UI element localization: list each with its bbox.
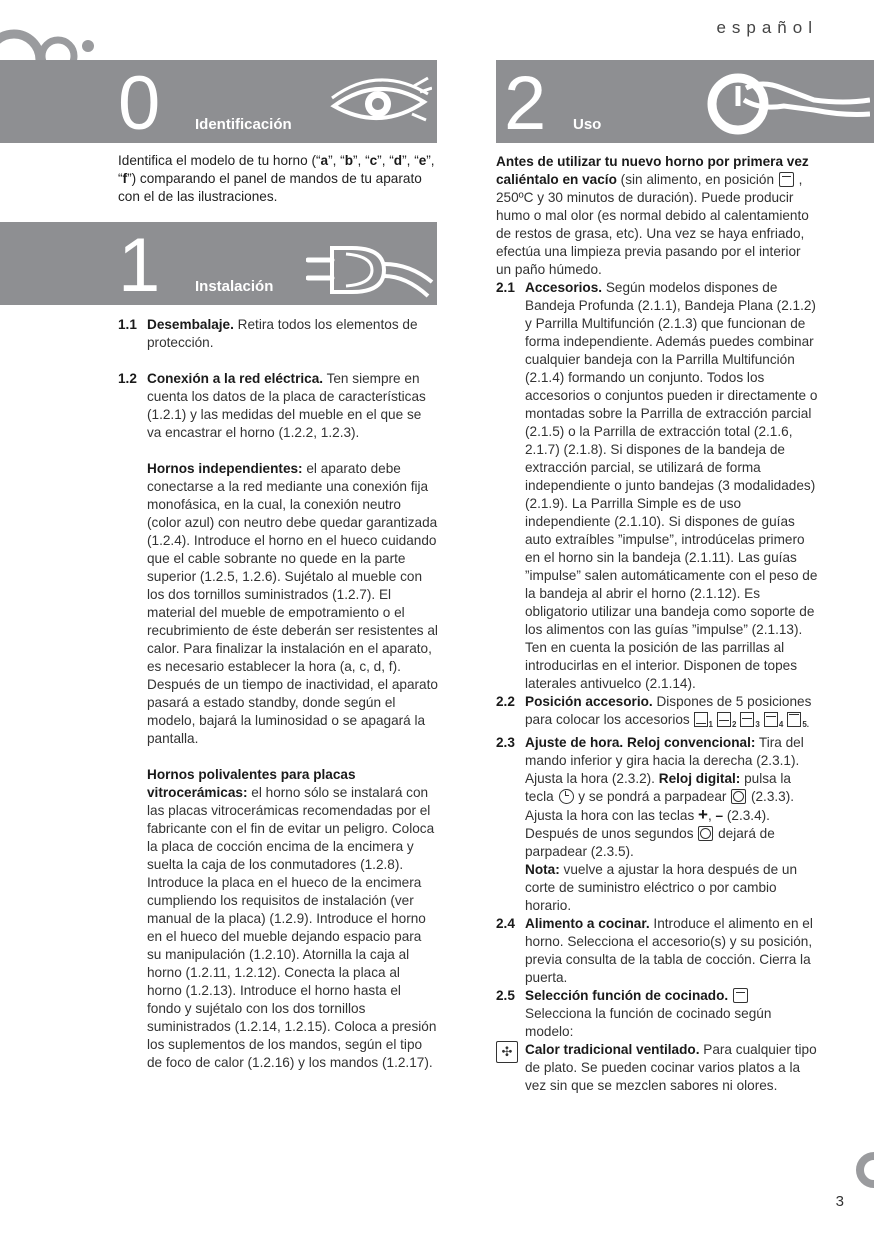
touch-knob-icon bbox=[704, 70, 870, 136]
fan-icon: ✣ bbox=[496, 1041, 518, 1063]
section-number: 0 bbox=[118, 61, 161, 146]
clock-display-icon bbox=[698, 826, 713, 841]
list-item-2-3: 2.3 Ajuste de hora. Reloj convencional: Tira del mando inferior y gira hacia la derecha (2.3.1). Ajusta la hora (2.3.2). Reloj digital: pulsa la tecla y se pondrá a parpadear (2.3.3). Ajusta la hora con las teclas +, – (2.3.4). Después de unos segundos dejará de parpadear (2.3.5). Nota: vuelve a ajustar la hora después de un corte de suministro eléctrico o por cambio horario. bbox=[496, 735, 804, 913]
position-3-icon bbox=[740, 712, 754, 727]
decorative-circles bbox=[0, 0, 110, 60]
list-item-1-2: 1.2 Conexión a la red eléctrica. Ten siempre en cuenta los datos de la placa de características (1.2.1) y las medidas del mueble en el que se va encastrar el horno (1.2.2, 1.2.3). bbox=[118, 371, 426, 440]
section-number: 2 bbox=[504, 61, 547, 146]
position-1-icon bbox=[694, 712, 708, 727]
eye-icon bbox=[328, 72, 432, 134]
section-number: 1 bbox=[118, 223, 161, 308]
section-header-identificacion bbox=[0, 60, 437, 146]
language-label: español bbox=[716, 18, 818, 37]
section-header-instalacion bbox=[0, 222, 437, 308]
page-number: 3 bbox=[835, 1193, 844, 1210]
section-title: Identificación bbox=[195, 116, 292, 133]
list-item-1-1: 1.1 Desembalaje. Retira todos los elementos de protección. bbox=[118, 317, 418, 350]
use-text: Antes de utilizar tu nuevo horno por primera vez caliéntalo en vacío (sin alimento, en posición , 250ºC y 30 minutos de duración). Puede producir humo o mal olor (es normal debido al calentamiento de restos de grasa, etc). Una vez se haya enfriado, efectúa una limpieza previa pasando por el interior un paño húmedo. 2.1 Accesorios. Según modelos dispones de Bandeja Profunda (2.1.1), Bandeja Plana (2.1.2) y Parrilla Multifunción (2.1.3) que funcionan de forma independiente. Además puedes combinar cualquier bandeja con la Parrilla Multifunción (2.1.4) formando un conjunto. Todos los accesorios o conjuntos pueden ir directamente o montadas sobre la Parrilla de extracción parcial (2.1.5) o la Parrilla de extracción total (2.1.6, 2.1.7) (2.1.8). Si dispones de la bandeja de extracción parcial, se utilizará de forma independiente o junto bandejas (3 modalidades) (2.1.9). La Parrilla Simple es de uso independiente (2.1.10). Si dispones de guías auto extraíbles ”impulse”, introdúcelas primero en el horno sin la bandeja (2.1.11). Las guías ”impulse” salen automáticamente con el peso de la bandeja al abrir el horno (2.1.12). Es obligatorio utilizar una bandeja como soporte de los alimentos con las guías ”impulse” (2.1.13). Ten en cuenta la posición de las parrillas al introducirlas en el interior. Disponen de topes laterales antivuelco (2.1.14). 2.2 Posición accesorio. Dispones de 5 posiciones para colocar los accesorios $_1$ $_2$ $_3$ $_4$ $_{5.}$ 2.3 Ajuste de hora. Reloj convencional: Tira del mando inferior y gira hacia la derecha (2.3.1). Ajusta la hora (2.3.2). Reloj digital: pulsa la tecla y se pondrá a parpadear (2.3.3). Ajusta la hora con las teclas +, – (2.3.4). Después de unos segundos dejará de parpadear (2.3.5). Nota: vuelve a ajustar la hora después de un corte de suministro eléctrico o por cambio horario. 2.4 Alimento a cocinar. Introduce el alimento en el horno. Selecciona el accesorio(s) y su posición, previa consulta de la tabla de cocción. Cierra la puerta. 2.5 Selección función de cocinado. Selecciona la función de cocinado según modelo: ✣ Calor tradicional ventilado. Para cualquier tipo de plato. Se pueden cocinar varios platos a la vez sin que se mezclen sabores ni olores. bbox=[496, 154, 818, 1093]
position-5-icon bbox=[787, 712, 801, 727]
clock-display-icon bbox=[731, 789, 746, 804]
paragraph-hornos-independientes: Hornos independientes: el aparato debe conectarse a la red mediante una conexión fija monofásica, en la cual, la conexión neutro (color azul) con neutro debe quedar garantizada (1.2.4). Introduce el horno en el hueco cuidando que el cable sobrante no quede en la parte superior (1.2.5, 1.2.6). Sujétalo al mueble con los dos tornillos suministrados (1.2.7). El material del mueble de empotramiento o el recubrimiento de éste deberán ser resistentes al calor. Para finalizar la instalación en el aparato, es necesario establecer la hora (a, c, d, f). Después de un tiempo de inactividad, el aparato pasará a estado standby, donde según el modelo, bajará la luminosidad o se apagará la pantalla. bbox=[147, 461, 438, 746]
section-header-uso bbox=[496, 60, 874, 146]
section-title: Instalación bbox=[195, 278, 274, 295]
clock-key-icon bbox=[559, 789, 574, 804]
installation-text bbox=[118, 316, 438, 1072]
list-item-2-1: 2.1 Accesorios. Según modelos dispones de Bandeja Profunda (2.1.1), Bandeja Plana (2.1.2) y Parrilla Multifunción (2.1.3) que funcionan de forma independiente. Además puedes combinar cualquier bandeja con la Parrilla Multifunción (2.1.4) formando un conjunto. Todos los accesorios o conjuntos pueden ir directamente o montadas sobre la Parrilla de extracción parcial (2.1.5) o la Parrilla de extracción total (2.1.6, 2.1.7) (2.1.8). Si dispones de la bandeja de extracción parcial, se utilizará de forma independiente o junto bandejas (3 modalidades) (2.1.9). La Parrilla Simple es de uso independiente (2.1.10). Si dispones de guías auto extraíbles ”impulse”, introdúcelas primero en el horno sin la bandeja (2.1.11). Las guías ”impulse” salen automáticamente con el peso de la bandeja al abrir el horno (2.1.12). Es obligatorio utilizar una bandeja como soporte de los alimentos con las guías ”impulse” (2.1.13). Ten en cuenta la posición de las parrillas al introducirlas en el interior. Disponen de topes laterales antivuelco (2.1.14). bbox=[496, 280, 818, 691]
plug-icon bbox=[306, 234, 434, 300]
plus-key-icon: + bbox=[698, 805, 708, 824]
section-title: Uso bbox=[573, 116, 602, 133]
function-selector-icon bbox=[733, 988, 748, 1003]
paragraph-hornos-polivalentes: Hornos polivalentes para placas vitrocerámicas: el horno sólo se instalará con las placas vitrocerámicas recomendadas por el fabricante con el fin de evitar un peligro. Coloca la placa de cocción encima de la encimera y suelta la caja de los conmutadores (1.2.8). Introduce la placa en el hueco de la encimera cumpliendo los requisitos de instalación (ver manual de la placa) (1.2.9). Introduce el horno en el hueco del mueble dejando espacio para su manipulación (1.2.10). Atornilla la caja al horno (1.2.11, 1.2.12). Conecta la placa al horno (1.2.13). Introduce el horno hasta el fondo y sujétalo con los dos tornillos suministrados (1.2.14, 1.2.15). Coloca a presión los suplementos de los mandos, según el tipo de foco de calor (1.2.16) y los mandos (1.2.17). bbox=[147, 767, 437, 1070]
position-4-icon bbox=[764, 712, 778, 727]
list-item-fan-heat: ✣ Calor tradicional ventilado. Para cualquier tipo de plato. Se pueden cocinar varios platos a la vez sin que se mezclen sabores ni olores. bbox=[496, 1041, 818, 1095]
list-item-2-5: 2.5 Selección función de cocinado. Selecciona la función de cocinado según modelo: bbox=[496, 988, 772, 1039]
identification-text: Identifica el modelo de tu horno (“a”, “b”, “c”, “d”, “e”, “f”) comparando el panel de mandos de tu aparato con el de las ilustraciones. bbox=[118, 153, 435, 204]
list-item-2-2: 2.2 Posición accesorio. Dispones de 5 posiciones para colocar los accesorios $_1$ $_2$ $_3$ $_4$ $_{5.}$ bbox=[496, 694, 812, 729]
oven-mode-icon bbox=[779, 172, 794, 187]
minus-key-icon: – bbox=[715, 808, 724, 823]
position-2-icon bbox=[717, 712, 731, 727]
list-item-2-4: 2.4 Alimento a cocinar. Introduce el alimento en el horno. Selecciona el accesorio(s) y su posición, previa consulta de la tabla de cocción. Cierra la puerta. bbox=[496, 916, 813, 985]
decorative-circle bbox=[844, 1150, 874, 1190]
